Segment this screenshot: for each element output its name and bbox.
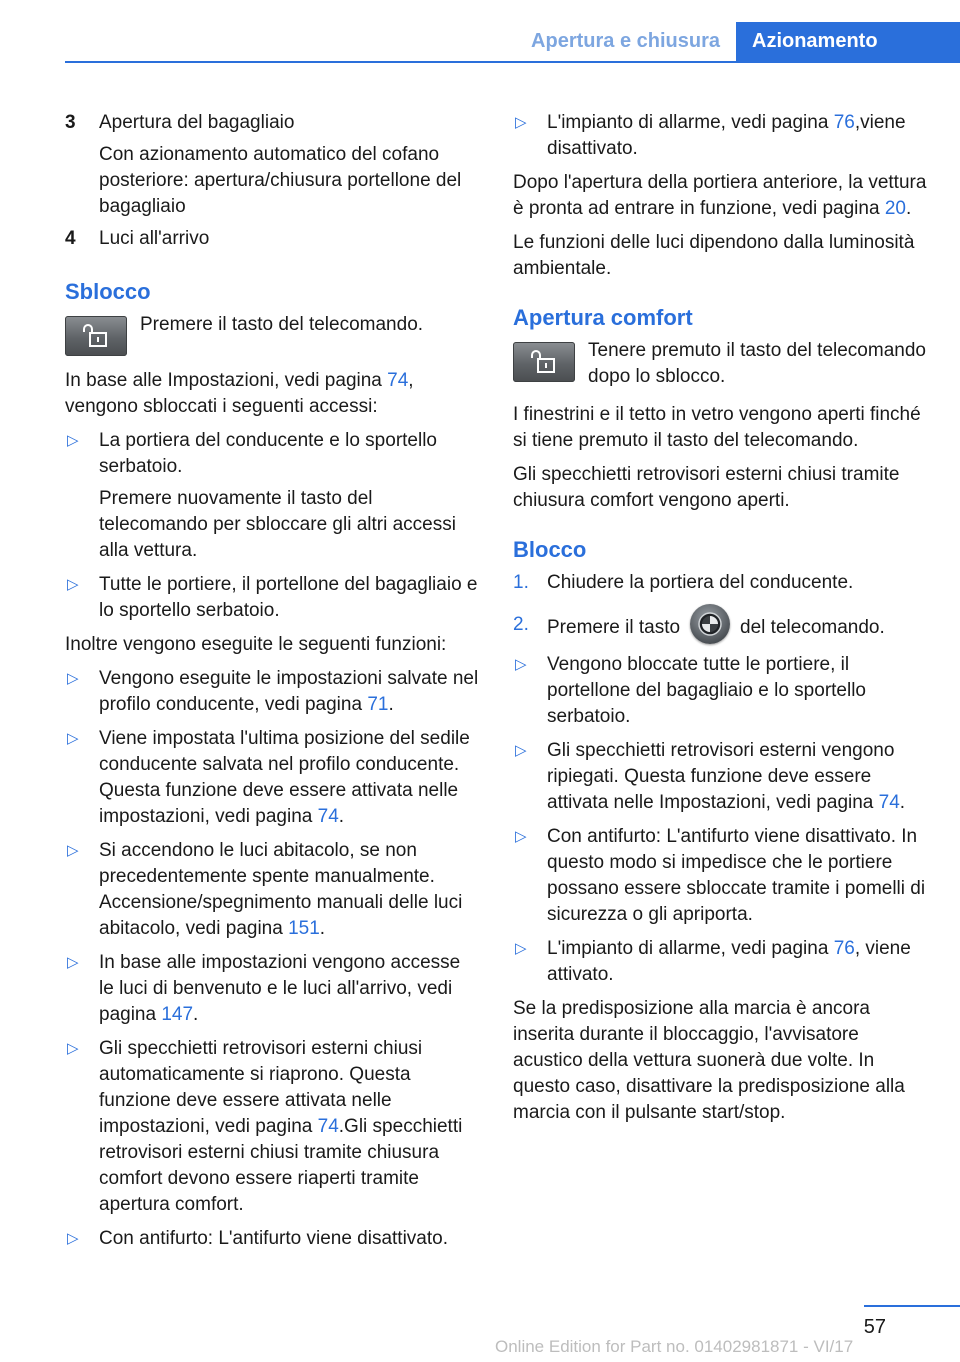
right-column: [513, 110, 928, 1134]
bmw-logo-button-icon: [690, 604, 730, 644]
list-item: [513, 652, 928, 730]
key-instruction: [65, 312, 480, 356]
bullet-list: [513, 110, 928, 162]
footer-rule: [864, 1305, 960, 1307]
tab-chapter-label: Azionamento: [752, 30, 878, 52]
item-text: Gli specchietti retrovisori esterni vengono ripiegati. Questa funzione deve essere attivata nelle Impostazioni, vedi pagina: [547, 740, 895, 813]
page-number: 57: [863, 1316, 886, 1338]
item-text: .: [193, 1004, 199, 1025]
page-link[interactable]: 76: [833, 938, 855, 959]
bullet-list: [65, 428, 480, 624]
item-text: In base alle impostazioni vengono accesse le luci di benvenuto e le luci all'arrivo, vedi pagina: [99, 952, 461, 1025]
list-item: [513, 570, 928, 596]
left-column: [65, 110, 480, 1260]
heading-blocco: Blocco: [513, 537, 587, 562]
list-item: [65, 110, 480, 220]
item-text: Con antifurto: L'antifurto viene disattivato. In questo modo si impedisce che le portiere possano essere sbloccate tramite i pomelli di sicurezza o gli apriporta.: [547, 826, 926, 925]
bullet-triangle-icon: ▷: [67, 1040, 79, 1057]
list-item: [513, 612, 928, 644]
heading-apertura-comfort: Apertura comfort: [513, 305, 693, 330]
bullet-triangle-icon: ▷: [67, 730, 79, 747]
key-instruction: [513, 338, 928, 390]
list-item: [513, 738, 928, 816]
item-text: La portiera del conducente e lo sportello serbatoio.: [99, 430, 438, 477]
list-item: [65, 572, 480, 624]
item-subtext: Con azionamento automatico del cofano posteriore: apertura/chiusura portellone del bagagliaio: [99, 144, 462, 217]
page-link[interactable]: 151: [288, 918, 320, 939]
page-link[interactable]: 76: [833, 112, 855, 133]
page-link[interactable]: 147: [161, 1004, 194, 1025]
unlock-key-icon: [513, 342, 575, 382]
text: .: [905, 198, 912, 219]
list-item: [65, 428, 480, 564]
bullet-triangle-icon: ▷: [67, 954, 79, 971]
item-text: Vengono eseguite le impostazioni salvate nel profilo conducente, vedi pagina: [99, 668, 479, 715]
item-text: Vengono bloccate tutte le portiere, il portellone del bagagliaio e lo sportello serbatoio.: [547, 654, 867, 727]
bullet-triangle-icon: ▷: [67, 1230, 79, 1247]
item-title: Luci all'arrivo: [99, 228, 210, 249]
paragraph: Inoltre vengono eseguite le seguenti funzioni:: [65, 634, 447, 655]
item-text: Con antifurto: L'antifurto viene disattivato.: [99, 1228, 448, 1249]
item-text: .: [388, 694, 394, 715]
item-text: del telecomando.: [740, 617, 885, 639]
list-item: [513, 936, 928, 988]
list-item: [65, 1036, 480, 1218]
item-text: .: [319, 918, 326, 939]
item-text: Gli specchietti retrovisori esterni chiusi automaticamente si riaprono. Questa funzione deve essere attivata nelle impostazioni, vedi pagina: [99, 1038, 423, 1137]
page-link[interactable]: 74: [387, 370, 409, 391]
item-text: Si accendono le luci abitacolo, se non precedentemente spente manualmente. Accensione/spegnimento manuali delle luci abitacolo, vedi pagina: [99, 840, 463, 939]
text: In base alle Impostazioni, vedi pagina: [65, 370, 388, 391]
bullet-triangle-icon: ▷: [67, 432, 79, 449]
item-text: Tutte le portiere, il portellone del bagagliaio e lo sportello serbatoio.: [99, 574, 478, 621]
list-item: [65, 950, 480, 1028]
paragraph: [65, 368, 480, 420]
item-title: Apertura del bagagliaio: [99, 112, 295, 133]
step-number: 1.: [513, 572, 529, 593]
item-text: .Gli specchietti retrovisori esterni chiusi tramite chiusura comfort devono essere riaperti tramite apertura comfort.: [99, 1116, 463, 1215]
bullet-list: [65, 666, 480, 1252]
item-text: , viene attivato.: [547, 938, 911, 985]
text: , vengono sbloccati i seguenti accessi:: [65, 370, 414, 417]
page-link[interactable]: 74: [317, 806, 339, 827]
unlock-key-icon: [65, 316, 127, 356]
tab-section: [516, 22, 736, 62]
item-text: L'impianto di allarme, vedi pagina: [547, 938, 834, 959]
page-link[interactable]: 20: [884, 198, 906, 219]
paragraph: I finestrini e il tetto in vetro vengono aperti finché si tiene premuto il tasto del telecomando.: [513, 404, 921, 451]
bullet-triangle-icon: ▷: [515, 940, 527, 957]
key-instruction-text: Premere il tasto del telecomando.: [140, 314, 424, 335]
paragraph: [513, 170, 928, 222]
key-instruction-text: Tenere premuto il tasto del telecomando dopo lo sblocco.: [588, 340, 926, 387]
bullet-triangle-icon: ▷: [515, 742, 527, 759]
edition-watermark: Online Edition for Part no. 01402981871 - VI/17: [495, 1337, 854, 1356]
bullet-triangle-icon: ▷: [515, 828, 527, 845]
item-text: Viene impostata l'ultima posizione del sedile conducente salvata nel profilo conducente. Questa funzione deve essere attivata nelle impostazioni, vedi pagina: [99, 728, 470, 827]
paragraph: Se la predisposizione alla marcia è ancora inserita durante il bloccaggio, l'avvisatore acustico della vettura suonerà due volte. In questo caso, disattivare la predisposizione alla marcia con il pulsante start/stop.: [513, 998, 905, 1123]
item-text: ,viene disattivato.: [547, 112, 906, 159]
page-link[interactable]: 74: [878, 792, 900, 813]
paragraph: Gli specchietti retrovisori esterni chiusi tramite chiusura comfort vengono aperti.: [513, 464, 900, 511]
bullet-triangle-icon: ▷: [67, 670, 79, 687]
list-item: [65, 666, 480, 718]
step-number: 2.: [513, 614, 529, 635]
item-text: .: [338, 806, 345, 827]
page-link[interactable]: 74: [317, 1116, 339, 1137]
item-text: Chiudere la portiera del conducente.: [547, 572, 854, 593]
heading-sblocco: Sblocco: [65, 279, 151, 304]
list-item: [65, 1226, 480, 1252]
bullet-list: [513, 652, 928, 988]
item-number: 3: [65, 112, 76, 133]
bullet-triangle-icon: ▷: [67, 576, 79, 593]
item-text: .: [899, 792, 906, 813]
bullet-triangle-icon: ▷: [67, 842, 79, 859]
page-link[interactable]: 71: [367, 694, 389, 715]
text: Dopo l'apertura della portiera anteriore, la vettura è pronta ad entrare in funzione, vedi pagina: [513, 172, 927, 219]
bullet-triangle-icon: ▷: [515, 656, 527, 673]
bullet-triangle-icon: ▷: [515, 114, 527, 131]
item-text: Premere il tasto: [547, 617, 681, 639]
list-item: [513, 110, 928, 162]
list-item: [65, 838, 480, 942]
item-subtext: Premere nuovamente il tasto del telecomando per sbloccare gli altri accessi alla vettura.: [99, 488, 456, 561]
paragraph: Le funzioni delle luci dipendono dalla luminosità ambientale.: [513, 232, 915, 279]
list-item: [513, 824, 928, 928]
list-item: [65, 226, 480, 252]
item-text: L'impianto di allarme, vedi pagina: [547, 112, 834, 133]
list-item: [65, 726, 480, 830]
item-number: 4: [65, 228, 76, 249]
tab-section-label: Apertura e chiusura: [531, 30, 720, 52]
tab-chapter: [736, 22, 960, 62]
numbered-list: [513, 570, 928, 644]
